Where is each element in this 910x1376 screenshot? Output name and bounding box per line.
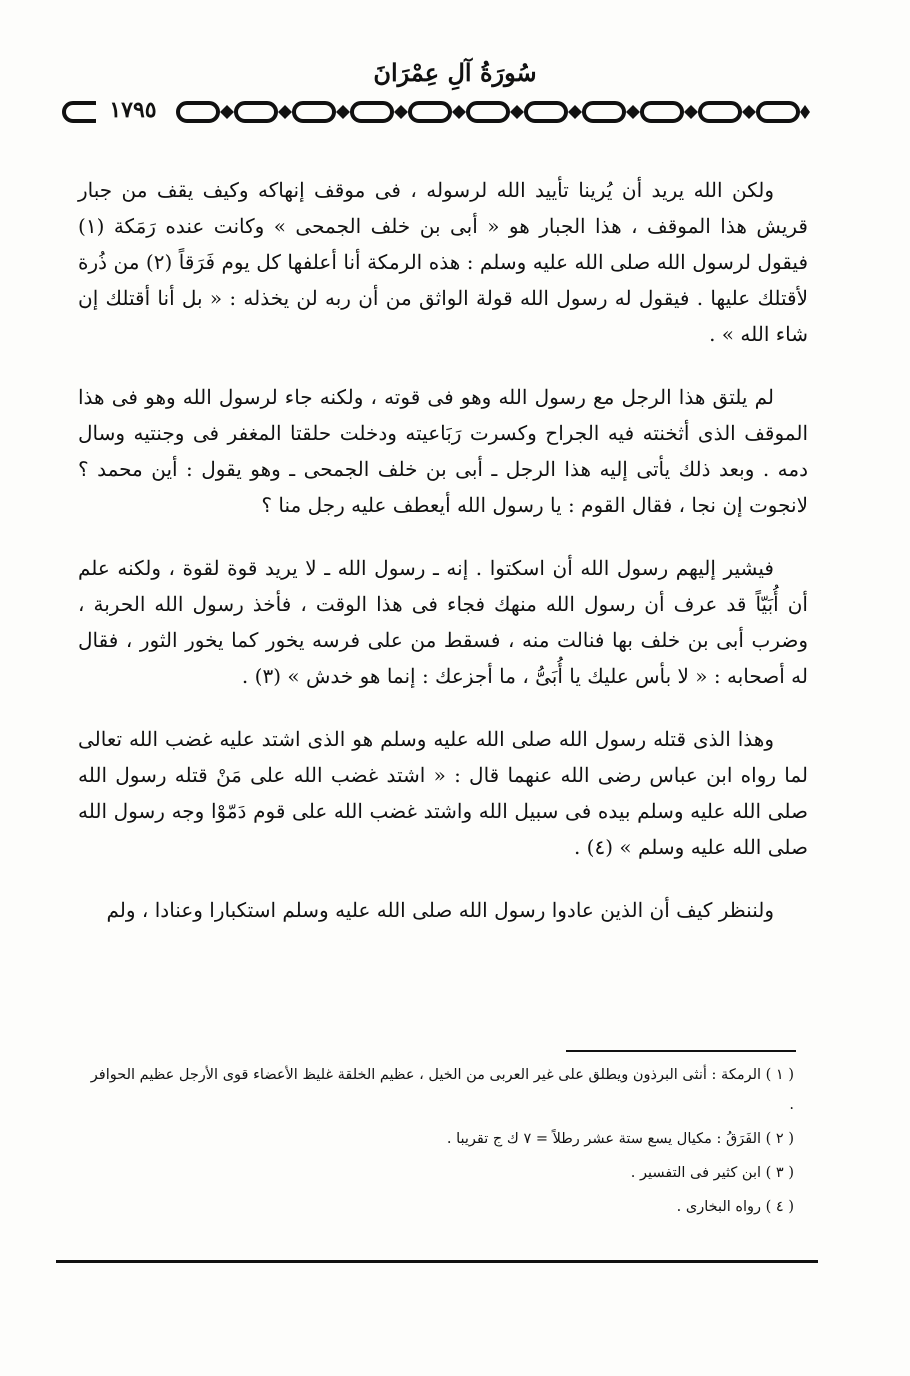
footnote: ( ٤ ) رواه البخارى .: [676, 1199, 794, 1215]
footnotes: [82, 1060, 794, 1222]
chain-ornament-border: [60, 96, 810, 128]
footnote: ( ٢ ) الفَرَقُ : مكيال يسع ستة عشر رطلاً = ٧ ك ج تقريبا .: [446, 1131, 794, 1147]
bottom-rule: [56, 1260, 818, 1263]
footnote: ( ٣ ) ابن كثير فى التفسير .: [630, 1165, 794, 1181]
paragraph: ولننظر كيف أن الذين عادوا رسول الله صلى الله عليه وسلم استكبارا وعنادا ، ولم: [106, 898, 774, 922]
paragraph: وهذا الذى قتله رسول الله صلى الله عليه وسلم هو الذى اشتد عليه غضب الله تعالى لما رواه ابن عباس رضى الله عنهما قال : « اشتد غضب الله على مَنْ قتله رسول الله صلى الله عليه وسلم بيده فى سبيل الله واشتد غضب الله على قوم دَمّوْا وجه رسول الله صلى الله عليه وسلم » (٤) .: [78, 727, 808, 859]
paragraph: فيشير إليهم رسول الله أن اسكتوا . إنه ـ رسول الله ـ لا يريد قوة لقوة ، ولكنه علم أن أُبَيّاً قد عرف أن رسول الله منهك فجاء فى هذا الوقت ، فأخذ رسول الله الحربة ، وضرب أبى بن خلف بها فنالت منه ، فسقط من على فرسه يخور كما يخور الثور ، فقال له أصحابه : « لا بأس عليك يا أُبَىُّ ، ما أجزعك : إنما هو خدش » (٣) .: [78, 556, 808, 688]
surah-title: سُورَةُ آلِ عِمْرَانَ: [373, 58, 537, 87]
paragraph: لم يلتق هذا الرجل مع رسول الله وهو فى قوته ، ولكنه جاء لرسول الله وهو فى هذا الموقف الذى أثخنته فيه الجراح وكسرت رَبَاعيته ودخلت حلقتا المغفر فى وجنتيه وسال دمه . وبعد ذلك يأتى إليه هذا الرجل ـ أبى بن خلف الجمحى ـ وهو يقول : أين محمد ؟ لانجوت إن نجا ، فقال القوم : يا رسول الله أيعطف عليه رجل منا ؟: [78, 385, 808, 517]
main-text: [78, 172, 808, 928]
footnote-separator: [566, 1050, 796, 1052]
page-number: ١٧٩٥: [96, 94, 170, 126]
footnote: ( ١ ) الرمكة : أنثى البرذون ويطلق على غير العربى من الخيل ، عظيم الخلقة غليظ الأعضاء قوى الأرجل عظيم الحوافر .: [90, 1067, 794, 1113]
paragraph: ولكن الله يريد أن يُرينا تأييد الله لرسوله ، فى موقف إنهاكه وكيف يقف من جبار قريش هذا الموقف ، هذا الجبار هو « أبى بن خلف الجمحى » وكانت عنده رَمَكة (١) فيقول لرسول الله صلى الله عليه وسلم : هذه الرمكة أنا أعلفها كل يوم فَرَقاً (٢) من ذُرة لأقتلك عليها . فيقول له رسول الله قولة الواثق من أن ربه لن يخذله : « بل أنا أقتلك إن شاء الله » .: [78, 178, 809, 346]
